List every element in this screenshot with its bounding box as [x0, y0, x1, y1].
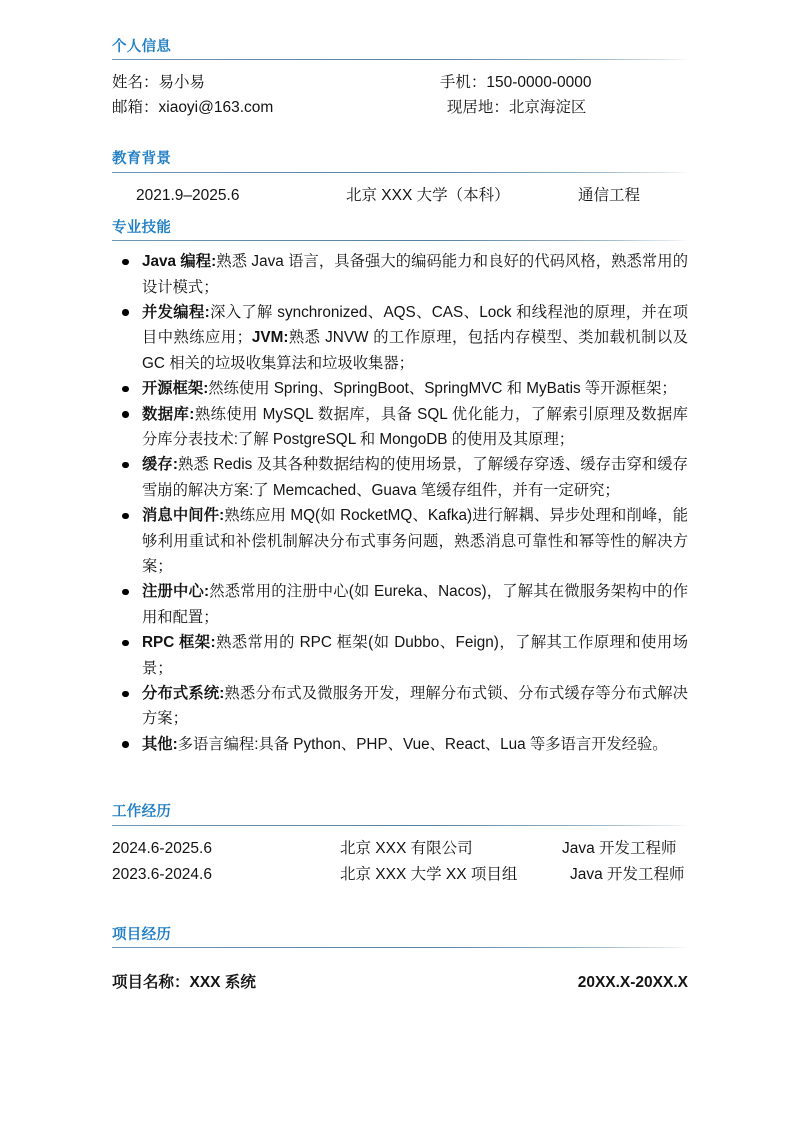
work-organization: 北京 XXX 有限公司	[340, 839, 473, 857]
personal-info-heading	[112, 38, 688, 64]
section-personal-info	[112, 38, 688, 120]
contact-row-1	[112, 70, 688, 95]
education-school: 北京 XXX 大学（本科）	[346, 186, 510, 204]
skill-title: 缓存:	[142, 456, 178, 474]
skill-title: 注册中心:	[142, 583, 210, 601]
project-dates: 20XX.X-20XX.X	[577, 974, 688, 992]
section-divider	[112, 59, 688, 60]
education-heading	[112, 150, 688, 176]
skill-title: 其他:	[142, 735, 178, 753]
resume-content	[112, 0, 688, 996]
section-title-text: 个人信息	[112, 39, 172, 55]
skill-item	[112, 376, 688, 401]
section-skills	[112, 219, 688, 758]
education-row	[112, 183, 688, 209]
section-divider	[112, 947, 688, 948]
skill-title-secondary: JVM:	[251, 329, 289, 347]
project-name: 项目名称：XXX 系统	[112, 974, 256, 992]
education-major: 通信工程	[578, 186, 641, 204]
work-role: Java 开发工程师	[562, 839, 677, 857]
skill-item	[112, 300, 688, 376]
work-row	[112, 862, 688, 888]
skill-title: Java 编程:	[142, 253, 217, 271]
skill-item	[112, 402, 688, 453]
contact-row-2	[112, 95, 688, 120]
skill-title: 并发编程:	[142, 303, 210, 321]
skill-body: 熟练应用 MQ(如 RocketMQ、Kafka)进行解耦、异步处理和削峰，能够利用重试和补偿机制解决分布式事务问题，熟悉消息可靠性和幂等性的解决方案；	[142, 507, 688, 576]
skill-body: 然悉常用的注册中心(如 Eureka、Nacos)，了解其在微服务架构中的作用和配置；	[142, 583, 688, 626]
skill-title: 开源框架:	[142, 380, 209, 398]
skill-body: 多语言编程:具备 Python、PHP、Vue、React、Lua 等多语言开发经验。	[177, 735, 668, 753]
work-dates: 2024.6-2025.6	[112, 839, 212, 857]
skill-item	[112, 579, 688, 630]
section-education	[112, 150, 688, 208]
location-field: 现居地：北京海淀区	[446, 99, 587, 117]
name-field: 姓名：易小易	[112, 74, 206, 92]
skill-body: 熟悉常用的 RPC 框架(如 Dubbo、Feign)，了解其工作原理和使用场景；	[142, 634, 688, 677]
work-role: Java 开发工程师	[570, 865, 685, 883]
skill-body: 深入了解 synchronized、AQS、CAS、Lock 和线程池的原理，并在项目中熟练应用；	[142, 303, 688, 347]
skill-body: 熟悉 Java 语言，具备强大的编码能力和良好的代码风格，熟悉常用的设计模式；	[142, 253, 688, 296]
email-field: 邮箱：xiaoyi@163.com	[112, 99, 274, 117]
project-experience-heading	[112, 926, 688, 952]
section-work-experience	[112, 803, 688, 887]
section-divider	[112, 240, 688, 241]
education-dates: 2021.9–2025.6	[136, 186, 240, 204]
work-organization: 北京 XXX 大学 XX 项目组	[340, 865, 518, 883]
skills-heading	[112, 219, 688, 245]
skill-body: 熟悉 Redis 及其各种数据结构的使用场景，了解缓存穿透、缓存击穿和缓存雪崩的解决方案:了 Memcached、Guava 笔缓存组件，并有一定研究；	[142, 456, 688, 499]
section-title-text: 项目经历	[112, 926, 172, 943]
skill-title: 分布式系统:	[142, 685, 225, 703]
skill-body: 然练使用 Spring、SpringBoot、SpringMVC 和 MyBatis 等开源框架；	[208, 380, 677, 398]
section-title-text: 教育背景	[112, 151, 172, 168]
skill-body-secondary: 熟悉 JNVW 的工作原理，包括内存模型、类加载机制以及 GC 相关的垃圾收集算法和垃圾收集器；	[142, 329, 688, 372]
work-experience-heading	[112, 803, 688, 829]
phone-field: 手机：150-0000-0000	[439, 74, 592, 92]
skill-item	[112, 732, 688, 757]
section-divider	[112, 825, 688, 826]
section-title-text: 工作经历	[112, 804, 172, 821]
skill-title: RPC 框架:	[142, 634, 216, 652]
skills-list	[112, 249, 688, 757]
work-row	[112, 836, 688, 862]
skill-item	[112, 503, 688, 579]
skill-item	[112, 630, 688, 681]
skill-title: 数据库:	[142, 405, 195, 423]
work-dates: 2023.6-2024.6	[112, 865, 212, 883]
skill-item	[112, 452, 688, 503]
skill-item	[112, 249, 688, 300]
skill-item	[112, 681, 688, 732]
skill-body: 熟悉分布式及微服务开发，理解分布式锁、分布式缓存等分布式解决方案；	[142, 685, 688, 728]
section-divider	[112, 172, 688, 173]
section-project-experience	[112, 926, 688, 996]
project-row	[112, 970, 688, 996]
contact-block	[112, 70, 688, 120]
skill-body: 熟练使用 MySQL 数据库，具备 SQL 优化能力，了解索引原理及数据库分库分表技术:了解 PostgreSQL 和 MongoDB 的使用及其原理；	[142, 405, 688, 449]
section-title-text: 专业技能	[112, 219, 172, 236]
skill-title: 消息中间件:	[142, 507, 225, 525]
